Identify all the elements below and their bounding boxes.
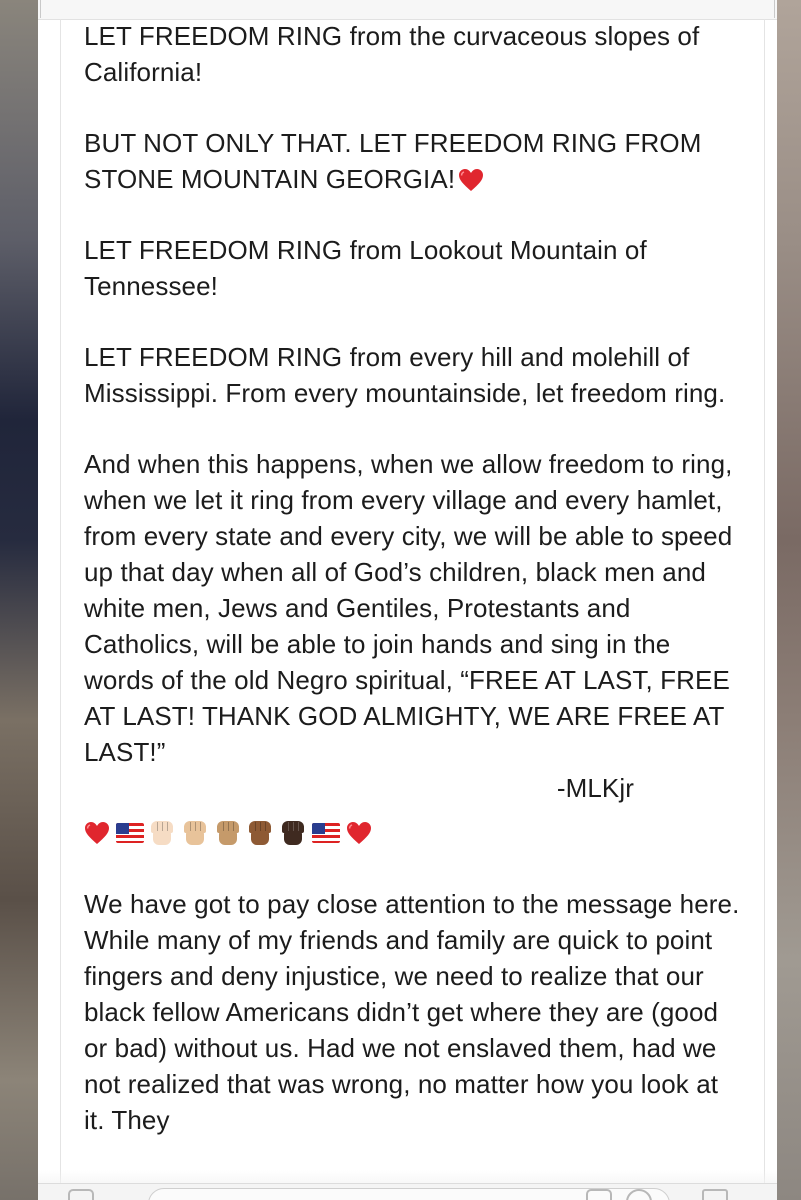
raised-fist-icon	[214, 818, 242, 846]
post-paragraph: LET FREEDOM RING from the curvaceous slopes of California!	[84, 21, 700, 87]
post-body	[84, 18, 744, 1138]
top-bar	[38, 0, 777, 20]
post-paragraph: LET FREEDOM RING from Lookout Mountain of Tennessee!	[84, 235, 647, 301]
red-heart-icon	[457, 165, 485, 193]
us-flag-icon	[312, 823, 340, 843]
card-border-right	[764, 19, 765, 1199]
us-flag-icon	[116, 823, 144, 843]
post-paragraph	[84, 125, 744, 197]
raised-fist-icon	[246, 818, 274, 846]
send-icon[interactable]	[702, 1189, 728, 1200]
top-divider-left	[40, 0, 41, 18]
raised-fist-icon	[148, 818, 176, 846]
bottom-toolbar	[38, 1183, 777, 1200]
raised-fist-icon	[279, 818, 307, 846]
post-paragraph-text: BUT NOT ONLY THAT. LET FREEDOM RING FROM STONE MOUNTAIN GEORGIA!	[84, 128, 702, 194]
closing-paragraph: We have got to pay close attention to the message here. While many of my friends and family are quick to point fingers and deny injustice, we need to realize that our black fellow Americans didn’t get where they are (good or bad) without us. Had we not enslaved them, had we not realized that was wrong, no matter how you look at it. They	[84, 889, 740, 1135]
post-page	[38, 0, 777, 1200]
background-right-edge	[777, 0, 801, 1200]
top-divider-right	[774, 0, 775, 18]
red-heart-icon	[345, 818, 373, 846]
quote-paragraph: And when this happens, when we allow freedom to ring, when we let it ring from every village and every hamlet, from every state and every city, we will be able to speed up that day when all of God’s children, black men and white men, Jews and Gentiles, Protestants and Catholics, will be able to join hands and sing in the words of the old Negro spiritual, “FREE AT LAST, FREE AT LAST! THANK GOD ALMIGHTY, WE ARE FREE AT LAST!”	[84, 449, 733, 767]
emoji-row	[83, 814, 744, 850]
quote-signature: -MLKjr	[556, 773, 634, 803]
raised-fist-icon	[181, 818, 209, 846]
card-border-left	[60, 19, 61, 1199]
red-heart-icon	[83, 818, 111, 846]
background-left-edge	[0, 0, 38, 1200]
camera-icon[interactable]	[68, 1189, 94, 1200]
gif-icon[interactable]	[586, 1189, 612, 1200]
post-paragraph: LET FREEDOM RING from every hill and molehill of Mississippi. From every mountainside, let freedom ring.	[84, 342, 726, 408]
